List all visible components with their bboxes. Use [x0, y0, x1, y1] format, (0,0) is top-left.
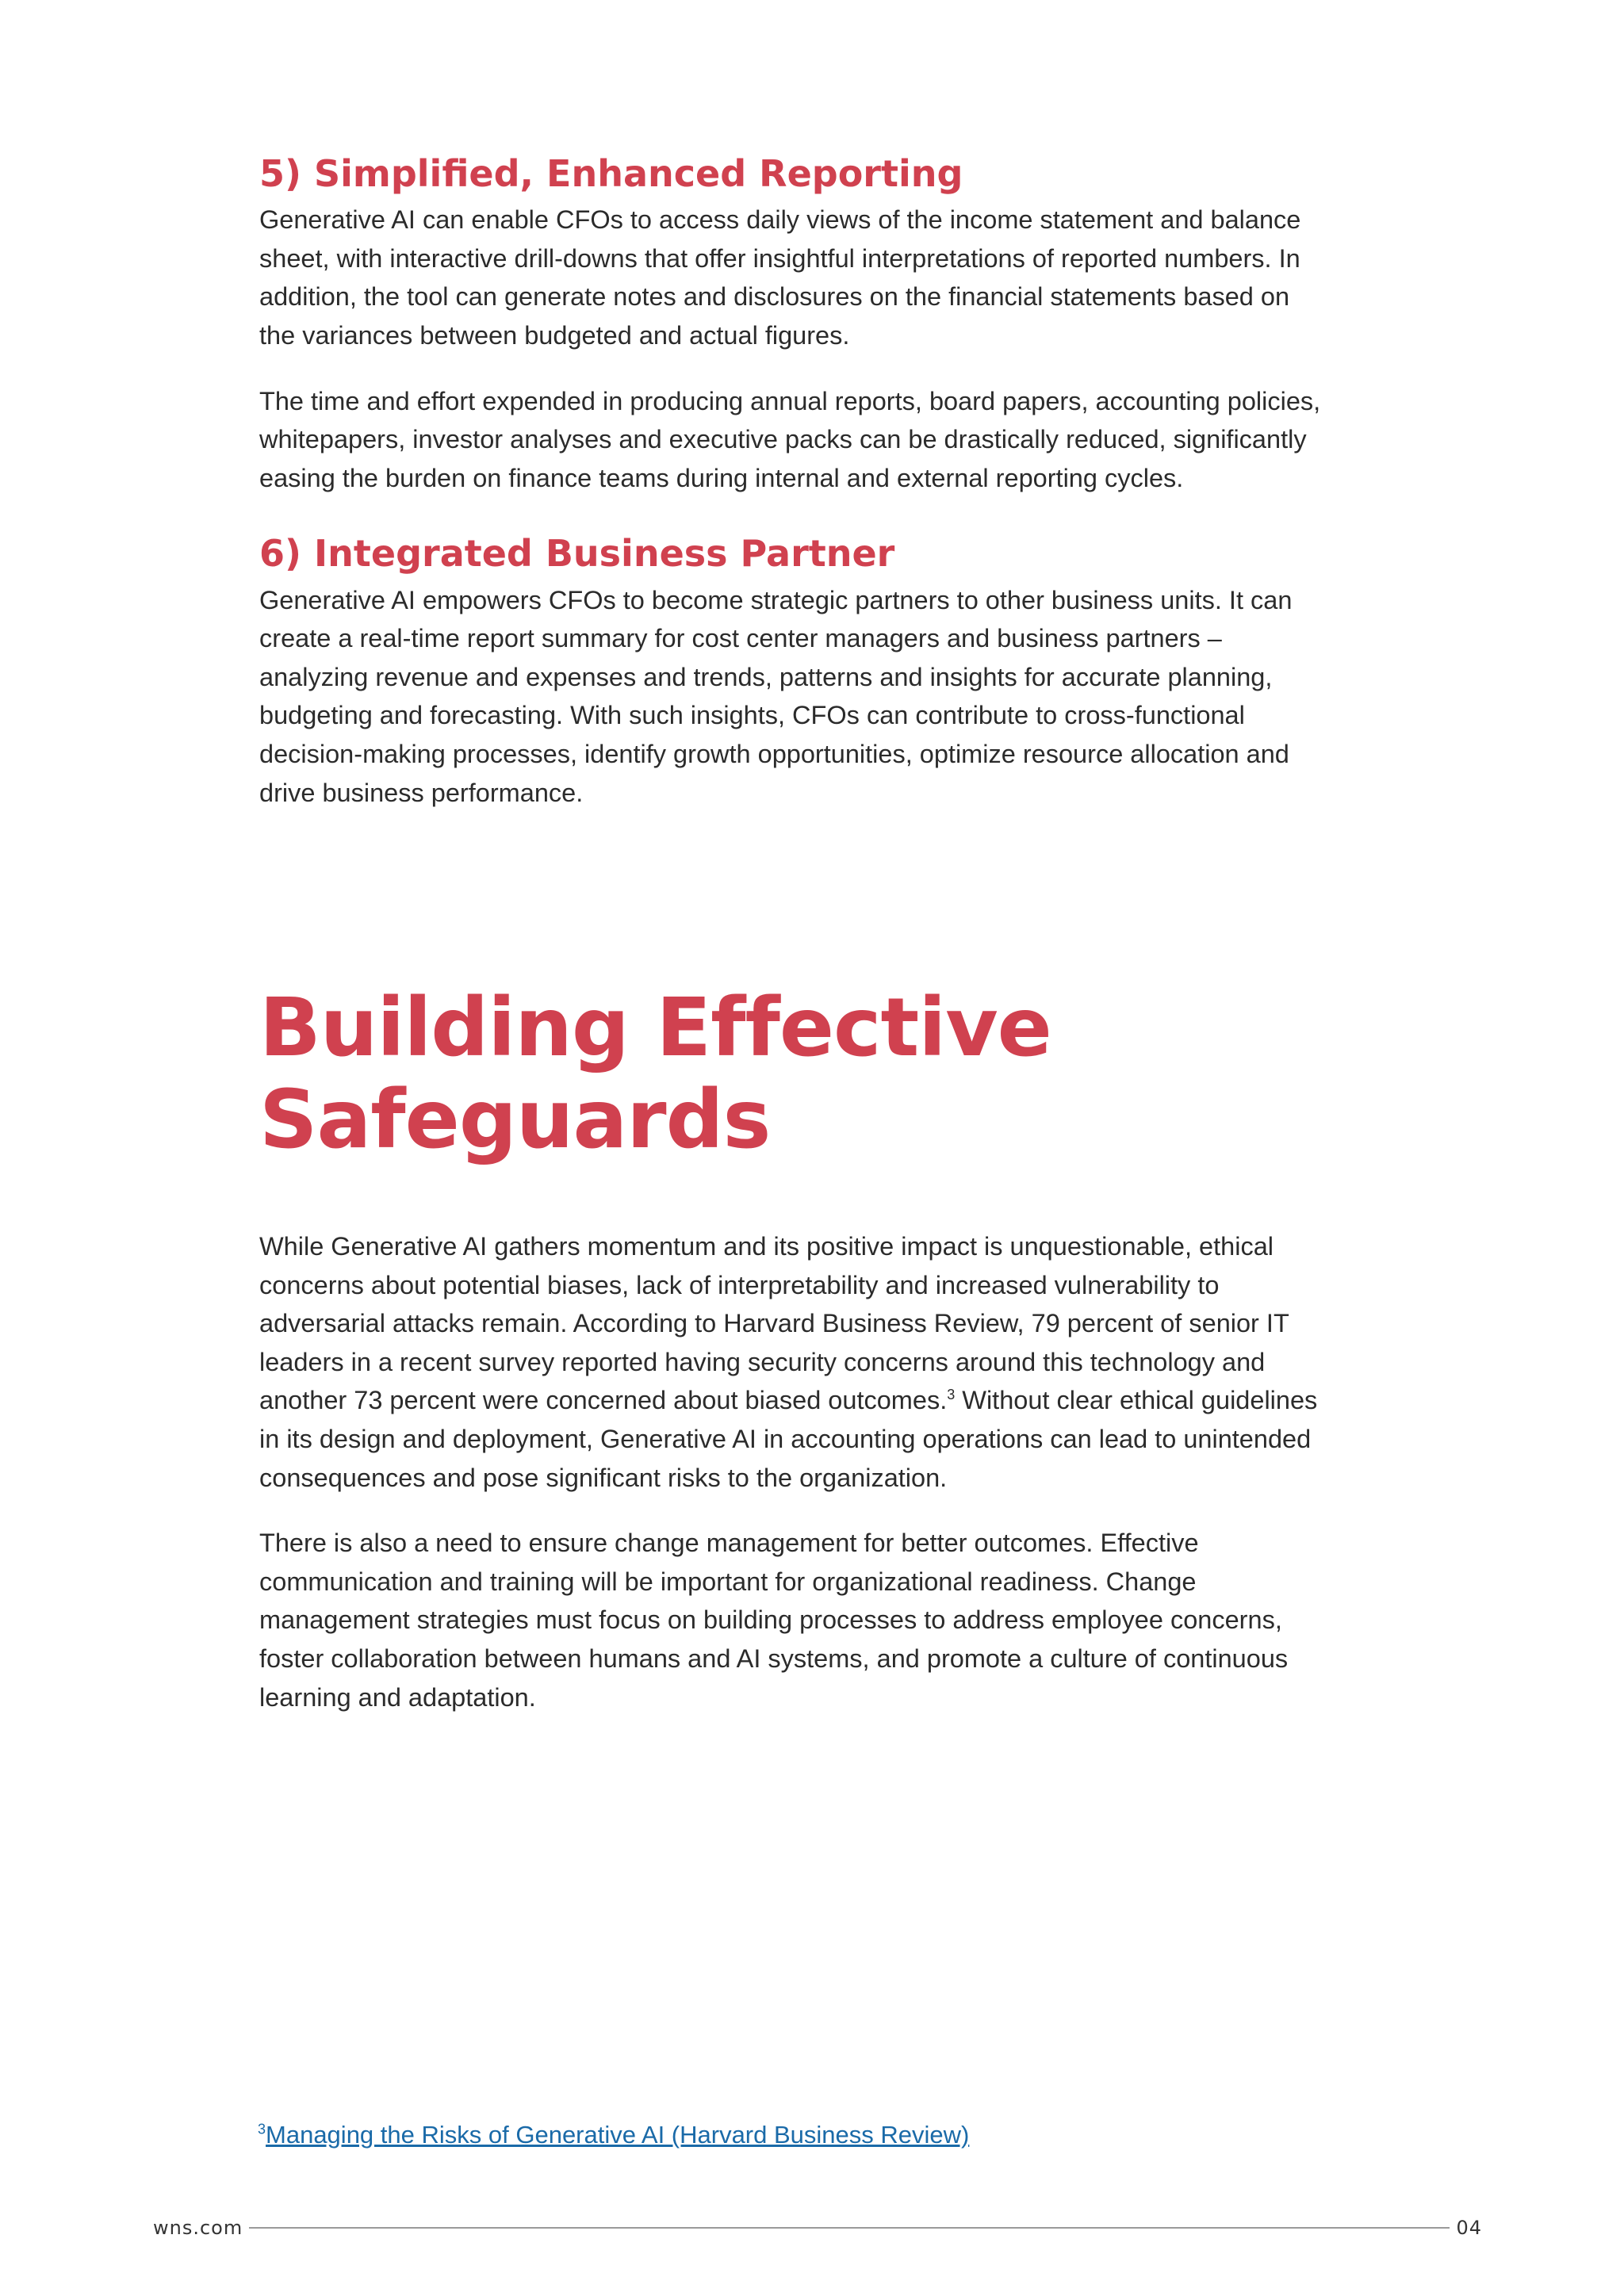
- footnote-reference: 3: [947, 1387, 956, 1403]
- footer-divider: [249, 2227, 1450, 2229]
- main-heading: [259, 982, 1322, 1166]
- page-content: [259, 152, 1322, 1716]
- body-paragraph: The time and effort expended in producing annual reports, board papers, accounting policies, whitepapers, investor analyses and executive packs can be drastically reduced, significantly easing the burden on finance teams during internal and external reporting cycles.: [259, 386, 1321, 492]
- body-paragraph: There is also a need to ensure change management for better outcomes. Effective communication and training will be important for organizational readiness. Change management strategies must focus on building processes to address employee concerns, foster collaboration between humans and AI systems, and promote a culture of continuous learning and adaptation.: [259, 1529, 1289, 1712]
- section-heading: [259, 532, 1322, 576]
- section-heading: [259, 152, 1322, 196]
- section-number: 6): [259, 532, 302, 576]
- main-heading-line-1: Building Effective: [259, 981, 1051, 1076]
- main-heading-line-2: Safeguards: [259, 1073, 771, 1168]
- section-title: Simplified, Enhanced Reporting: [314, 152, 963, 195]
- body-paragraph: Generative AI empowers CFOs to become strategic partners to other business units. It can create a real-time report summary for cost center managers and business partners – analyzing revenue and expenses and trends, patterns and insights for accurate planning, budgeting and forecasting. With such insights, CFOs can contribute to cross-functional decision-making processes, identify growth opportunities, optimize resource allocation and drive business performance.: [259, 585, 1293, 807]
- body-paragraph: Generative AI can enable CFOs to access daily views of the income statement and balance sheet, with interactive drill-downs that offer insightful interpretations of reported numbers. In addition, the tool can generate notes and disclosures on the financial statements based on the variances between budgeted and actual figures.: [259, 205, 1301, 350]
- page-number: 04: [1456, 2217, 1482, 2239]
- body-paragraph: [259, 1227, 1322, 1497]
- footer-site: wns.com: [153, 2217, 243, 2239]
- footnote-link[interactable]: Managing the Risks of Generative AI (Harvard Business Review): [266, 2121, 970, 2149]
- paragraph-text: Without clear ethical guidelines in its design and deployment, Generative AI in accounting operations can lead to unintended consequences and pose significant risks to the organization.: [259, 1386, 1318, 1492]
- section-title: Integrated Business Partner: [314, 532, 895, 576]
- paragraph-text: While Generative AI gathers momentum and its positive impact is unquestionable, ethical concerns about potential biases, lack of interpretability and increased vulnerability to adversarial attacks remain. According to Harvard Business Review, 79 percent of senior IT leaders in a recent survey reported having security concerns around this technology and another 73 percent were concerned about biased outcomes.: [259, 1232, 1289, 1415]
- footnote: [258, 2121, 969, 2149]
- footnote-marker: 3: [258, 2121, 266, 2137]
- section-number: 5): [259, 152, 302, 195]
- page-footer: [153, 2212, 1482, 2244]
